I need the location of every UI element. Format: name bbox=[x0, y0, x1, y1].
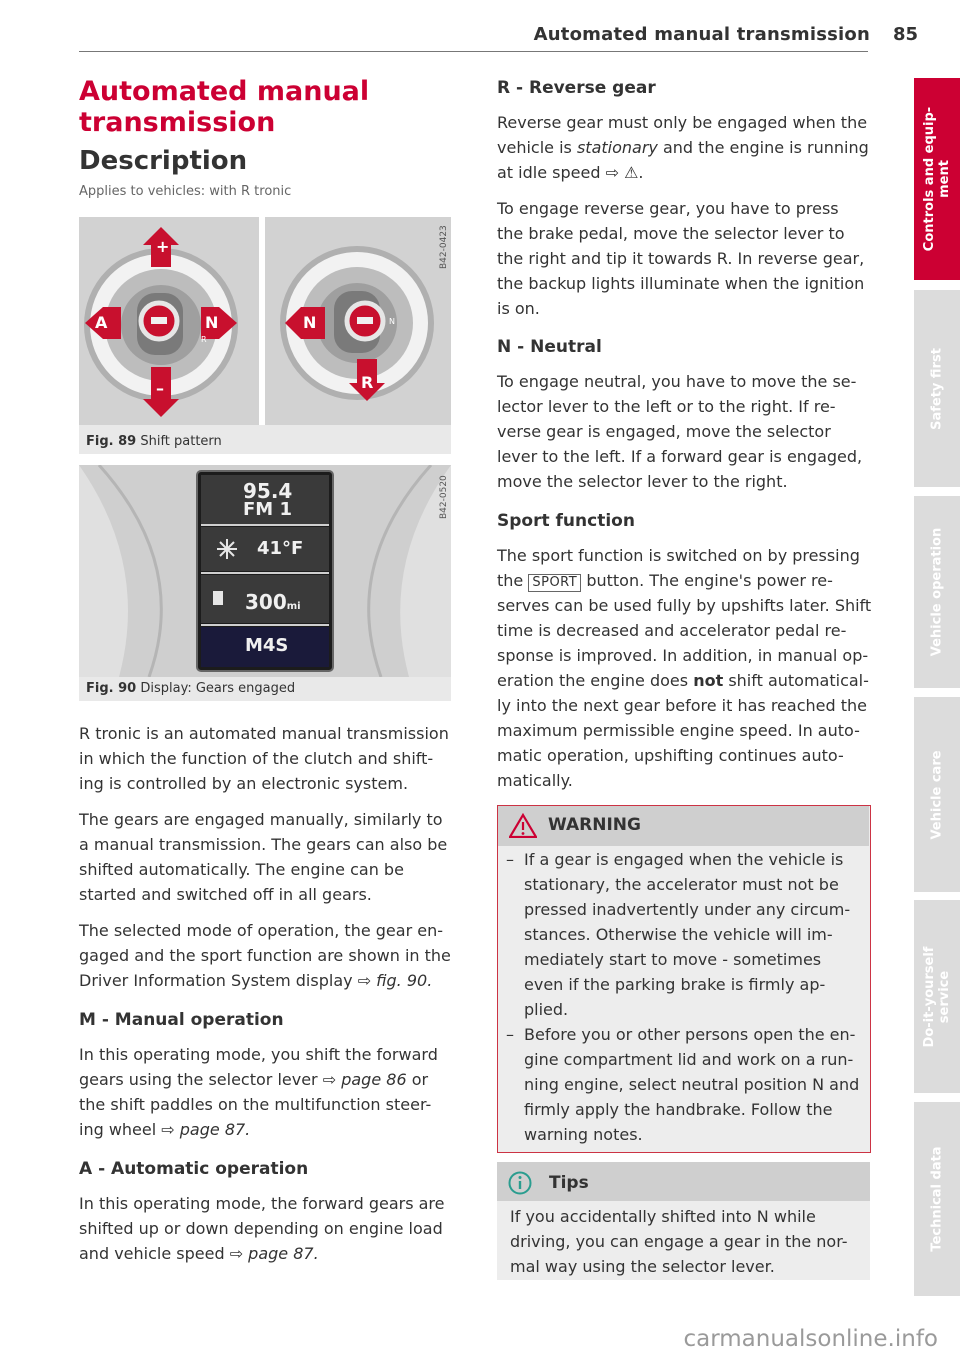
figure-89-caption bbox=[86, 434, 222, 449]
paragraph-intro: R tronic is an automated manual transmission in which the function of the clutch and shift- ing is controlled by an electronic system. bbox=[79, 724, 449, 793]
reverse-text-a: Reverse gear must only be engaged when the vehicle is bbox=[497, 113, 868, 157]
neutral-label-right: N bbox=[303, 313, 317, 332]
figure-89-label: Fig. 89 bbox=[86, 434, 137, 449]
tab-label-line-1: Vehicle operation bbox=[929, 527, 945, 657]
paragraph-automatic-operation bbox=[79, 1191, 451, 1266]
outside-temperature: 41°F bbox=[257, 538, 304, 559]
range-number: 300 bbox=[245, 590, 287, 614]
figure-90-caption-text: Display: Gears engaged bbox=[140, 681, 296, 696]
tab-label-line-1: Controls and equip- bbox=[922, 106, 937, 252]
sport-text-c: shift automatical- ly into the next gear before it has reached the maximum permissible engine speed. In auto- matic operation, upshifting continues auto- matically. bbox=[497, 671, 869, 790]
reverse-label: R bbox=[361, 373, 374, 392]
reverse-text-b: and the engine is running at idle speed bbox=[497, 138, 869, 182]
gear-indicator: M4S bbox=[245, 635, 289, 656]
radio-frequency: 95.4 bbox=[243, 479, 293, 503]
subsection-title: Description bbox=[79, 146, 248, 176]
paragraph-reverse-2: To engage reverse gear, you have to press the brake pedal, move the selector lever to the right and tip it towards R. In reverse gear, the backup lights illuminate when the ignition is on. bbox=[497, 199, 865, 318]
heading-automatic-operation: A - Automatic operation bbox=[79, 1159, 309, 1179]
tab-label-line-2: service bbox=[937, 970, 952, 1023]
tab-controls-and-equipment[interactable] bbox=[914, 78, 960, 280]
page-87-reference-1[interactable]: ⇨ page 87. bbox=[161, 1120, 251, 1139]
figure-89-caption-text: Shift pattern bbox=[140, 434, 222, 449]
bullet-dash: – bbox=[506, 850, 514, 869]
page-number: 85 bbox=[893, 24, 919, 45]
reverse-emphasis: stationary bbox=[576, 138, 658, 157]
fig-90-reference[interactable]: ⇨ fig. 90. bbox=[357, 971, 433, 990]
heading-reverse-gear: R - Reverse gear bbox=[497, 78, 656, 98]
warning-item-2 bbox=[506, 1022, 862, 1147]
minus-label: – bbox=[156, 379, 164, 398]
figure-89 bbox=[79, 217, 451, 454]
warning-triangle-icon bbox=[509, 813, 537, 838]
warning-reference[interactable]: ⇨ ⚠. bbox=[605, 163, 644, 182]
watermark: carmanualsonline.info bbox=[683, 1326, 938, 1352]
tips-title: Tips bbox=[549, 1173, 589, 1193]
bullet-dash: – bbox=[506, 1025, 514, 1044]
tab-label bbox=[922, 946, 952, 1047]
figure-89-code: B42-0423 bbox=[439, 225, 449, 269]
section-title-line-1: Automated manual bbox=[79, 76, 370, 107]
page-86-reference[interactable]: ⇨ page 86 bbox=[322, 1070, 407, 1089]
tab-label-line-1: Vehicle care bbox=[929, 749, 945, 840]
sport-button-key: SPORT bbox=[528, 574, 581, 592]
paragraph-reverse-1 bbox=[497, 110, 869, 185]
paragraph-display-text: The selected mode of operation, the gear en- gaged and the sport function are shown in the Driver Information System display bbox=[79, 921, 451, 990]
header-rule bbox=[79, 51, 868, 52]
paragraph-manual-operation bbox=[79, 1042, 451, 1142]
tab-label-line-2: ment bbox=[937, 160, 952, 198]
applies-note: Applies to vehicles: with R tronic bbox=[79, 184, 292, 199]
neutral-label-left: N bbox=[205, 313, 219, 332]
tab-label-line-1: Safety first bbox=[929, 347, 945, 430]
figure-90-caption bbox=[86, 681, 295, 696]
tab-vehicle-operation[interactable] bbox=[914, 496, 960, 688]
paragraph-sport-function bbox=[497, 543, 873, 793]
tab-safety-first[interactable] bbox=[914, 290, 960, 487]
figure-90 bbox=[79, 465, 451, 701]
automatic-text: In this operating mode, the forward gears are shifted up or down depending on engine load and vehicle speed bbox=[79, 1194, 445, 1263]
info-icon bbox=[508, 1171, 532, 1195]
paragraph-display bbox=[79, 918, 459, 993]
tips-text: If you accidentally shifted into N while driving, you can engage a gear in the nor- mal way using the selector lever. bbox=[510, 1207, 848, 1276]
tab-label bbox=[922, 107, 952, 251]
paragraph-neutral: To engage neutral, you have to move the se- lector lever to the left or to the right. If re- verse gear is engaged, move the selector lever to the left. If a forward gear is engaged, move the selector lever to the right. bbox=[497, 372, 863, 491]
figure-90-label: Fig. 90 bbox=[86, 681, 137, 696]
tab-vehicle-care[interactable] bbox=[914, 697, 960, 892]
plus-label: + bbox=[156, 237, 170, 256]
section-title-line-2: transmission bbox=[79, 107, 276, 138]
tab-label bbox=[930, 750, 945, 839]
warning-item-2-text: Before you or other persons open the en- gine compartment lid and work on a run- ning engine, select neutral position N and firmly apply the handbrake. Follow the warning notes. bbox=[524, 1025, 860, 1144]
radio-band: FM 1 bbox=[243, 499, 292, 520]
heading-manual-operation: M - Manual operation bbox=[79, 1010, 284, 1030]
sport-text-b: button. The engine's power re- serves can be used fully by upshifts later. Shift time is decreased and accelerator pedal re- sponse is improved. In addition, in manual op- eration the engine does bbox=[497, 571, 872, 690]
tab-technical-data[interactable] bbox=[914, 1102, 960, 1296]
shift-pattern-illustration bbox=[79, 217, 451, 454]
tab-label bbox=[930, 1146, 945, 1251]
sport-text-a: The sport function is switched on by pressing the bbox=[497, 546, 860, 590]
tab-label bbox=[930, 348, 945, 430]
paragraph-manual-gears: The gears are engaged manually, similarly to a manual transmission. The gears can also be shifted automatically. The engine can be started and switched off in all gears. bbox=[79, 810, 448, 904]
neutral-small-label: N bbox=[389, 317, 395, 326]
automatic-label: A bbox=[95, 313, 108, 332]
figure-90-code: B42-0520 bbox=[439, 475, 449, 519]
running-header-title: Automated manual transmission bbox=[533, 24, 870, 45]
heading-sport-function: Sport function bbox=[497, 511, 635, 531]
tab-label bbox=[930, 528, 945, 656]
tab-label-line-1: Do-it-yourself bbox=[922, 946, 937, 1047]
tab-do-it-yourself-service[interactable] bbox=[914, 900, 960, 1093]
sport-text-bold: not bbox=[693, 671, 724, 690]
reverse-small-label-left: R bbox=[201, 335, 207, 344]
warning-item-1-text: If a gear is engaged when the vehicle is stationary, the accelerator must not be pressed inadvertently under any circum- stances. Otherwise the vehicle will im- mediately start to move - sometimes even if the parking brake is firmly ap- plied. bbox=[524, 850, 851, 1019]
heading-neutral: N - Neutral bbox=[497, 337, 602, 357]
range-value bbox=[245, 590, 301, 614]
warning-title: WARNING bbox=[548, 815, 641, 835]
page-87-reference-2[interactable]: ⇨ page 87. bbox=[229, 1244, 319, 1263]
manual-text-1: In this operating mode, you shift the forward gears using the selector lever bbox=[79, 1045, 438, 1089]
manual-text-2: or the shift paddles on the multifunction steer- ing wheel bbox=[79, 1070, 432, 1139]
warning-item-1 bbox=[506, 847, 862, 1022]
tab-label-line-1: Technical data bbox=[929, 1146, 945, 1252]
range-unit: mi bbox=[286, 601, 301, 612]
